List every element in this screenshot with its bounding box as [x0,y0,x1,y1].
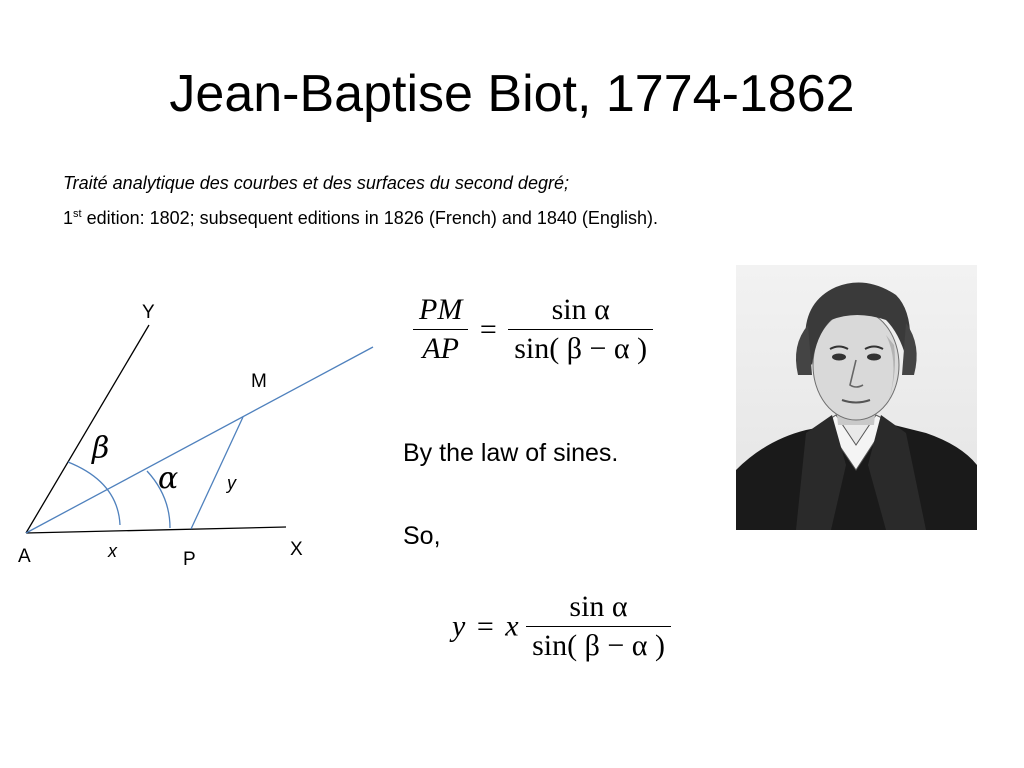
result-numerator: sin α [569,590,628,623]
ray-am [26,347,373,533]
result-formula [452,590,671,663]
result-x: x [505,609,519,643]
label-p: P [183,549,196,570]
equals-sign: = [479,312,497,346]
label-beta: β [92,431,110,466]
result-fraction [526,590,671,663]
portrait-image [736,265,977,530]
y-axis-line [26,325,149,533]
lhs-numerator: PM [419,293,463,326]
label-y-length: y [227,473,236,493]
edition-text: edition: 1802; subsequent editions in 1826 (French) and 1840 (English). [81,208,658,228]
rhs-numerator: sin α [551,293,610,326]
beta-arc [68,462,120,525]
edition-superscript: st [73,208,82,220]
lhs-fraction [413,293,468,366]
rhs-denominator: sin( β − α ) [514,332,648,365]
label-y-axis: Y [142,302,155,323]
law-of-sines-text: By the law of sines. [403,439,619,467]
label-x-length: x [108,541,117,561]
slide-title: Jean-Baptise Biot, 1774-1862 [169,65,855,123]
edition-number: 1 [63,208,74,228]
book-title: Traité analytique des courbes et des surfaces du second degré; [63,173,569,193]
so-text: So, [403,522,441,550]
ratio-formula [413,293,653,366]
portrait-engraving-icon [736,265,977,530]
edition-info [63,207,658,229]
label-alpha: α [158,461,179,496]
geometry-diagram [0,290,390,580]
result-denominator: sin( β − α ) [532,629,665,662]
rhs-fraction [508,293,653,366]
lhs-denominator: AP [422,332,459,365]
result-equals: = [476,609,494,643]
label-x-axis: X [290,539,303,560]
result-y: y [452,609,466,643]
x-axis-line [26,527,286,533]
label-a: A [18,546,31,567]
label-m: M [251,371,267,392]
